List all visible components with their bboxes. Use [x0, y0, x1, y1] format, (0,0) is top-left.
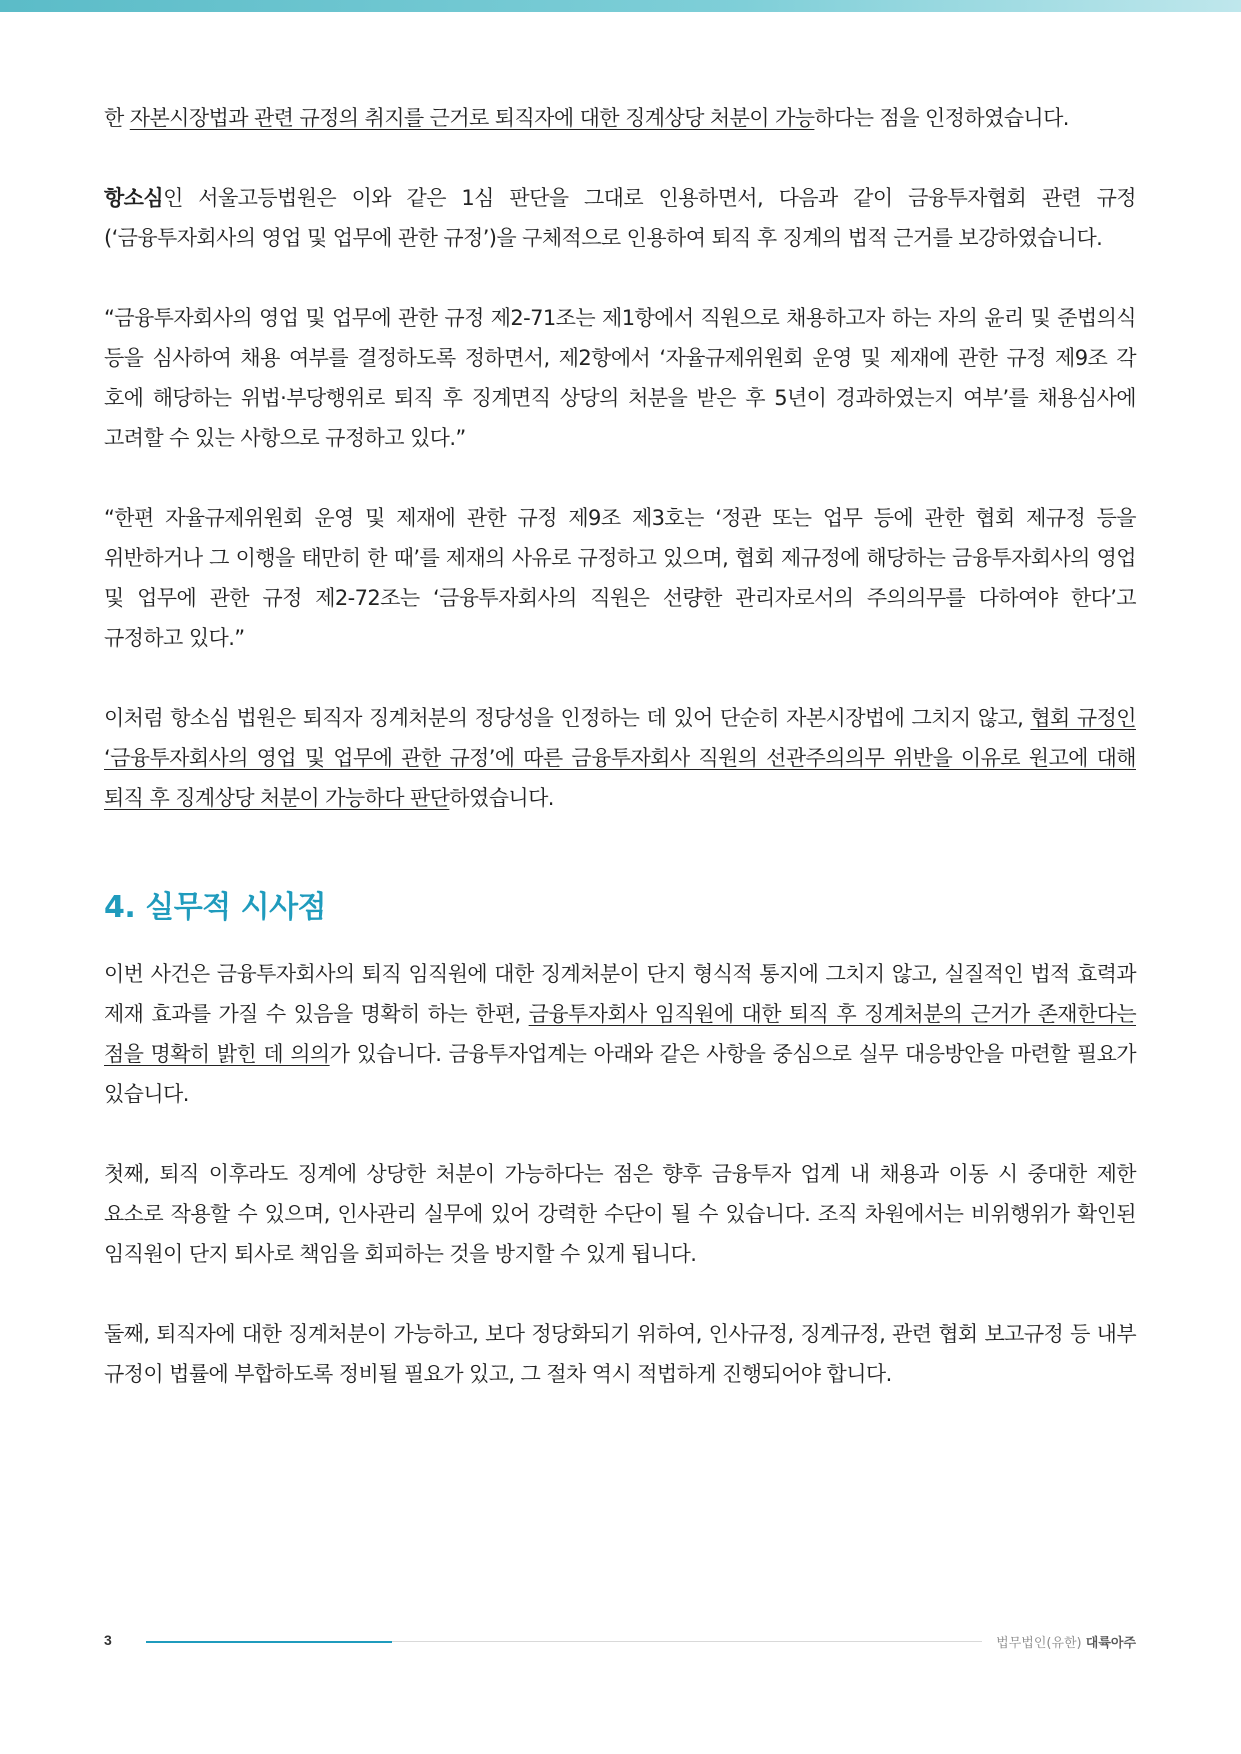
- document-body: [104, 98, 1136, 1434]
- paragraph-6: [104, 954, 1136, 1114]
- p2-bold: 항소심: [104, 186, 164, 210]
- p6-underlined: 금융투자회사 임직원에 대한 퇴직 후 징계처분의 근거가 존재한다는 점을 명확히 밝힌 데 의의: [104, 1002, 1137, 1066]
- p5-text-a: 이처럼 항소심 법원은 퇴직자 징계처분의 정당성을 인정하는 데 있어 단순히 자본시장법에 그치지 않고,: [104, 706, 1031, 730]
- p6-text-a: 이번 사건은 금융투자회사의 퇴직 임직원에 대한 징계처분이 단지 형식적 통지에 그치지 않고, 실질적인 법적 효력과 제재 효과를 가질 수 있음을 명확히 하는 한편,: [104, 962, 1136, 1026]
- p1-text-a: 한: [104, 106, 130, 130]
- top-accent-bar: [0, 0, 1241, 12]
- p1-text-b: 하다는 점을 인정하였습니다.: [814, 106, 1069, 130]
- paragraph-4-quote: “한편 자율규제위원회 운영 및 제재에 관한 규정 제9조 제3호는 ‘정관 또는 업무 등에 관한 협회 제규정 등을 위반하거나 그 이행을 태만히 한 때’를 제재의 사유로 규정하고 있으며, 협회 제규정에 해당하는 금융투자회사의 영업 및 업무에 관한 규정 제2-72조는 ‘금융투자회사의 직원은 선량한 관리자로서의 주의의무를 다하여야 한다’고 규정하고 있다.”: [104, 506, 1136, 650]
- firm-name: [996, 1632, 1136, 1651]
- p5-underlined: 협회 규정인 ‘금융투자회사의 영업 및 업무에 관한 규정’에 따른 금융투자회사 직원의 선관주의의무 위반을 이유로 원고에 대해 퇴직 후 징계상당 처분이 가능하다 판단: [104, 706, 1136, 810]
- paragraph-2: [104, 178, 1136, 258]
- p5-text-b: 하였습니다.: [449, 786, 554, 810]
- p2-text: 인 서울고등법원은 이와 같은 1심 판단을 그대로 인용하면서, 다음과 같이 금융투자협회 관련 규정(‘금융투자회사의 영업 및 업무에 관한 규정’)을 구체적으로 인용하여 퇴직 후 징계의 법적 근거를 보강하였습니다.: [104, 186, 1136, 250]
- footer-divider-line: [392, 1641, 982, 1642]
- paragraph-8: 둘째, 퇴직자에 대한 징계처분이 가능하고, 보다 정당화되기 위하여, 인사규정, 징계규정, 관련 협회 보고규정 등 내부 규정이 법률에 부합하도록 정비될 필요가 있고, 그 절차 역시 적법하게 진행되어야 합니다.: [104, 1322, 1136, 1386]
- paragraph-1: [104, 98, 1136, 138]
- p1-underlined: 자본시장법과 관련 규정의 취지를 근거로 퇴직자에 대한 징계상당 처분이 가능: [129, 106, 815, 130]
- paragraph-5: [104, 698, 1136, 818]
- footer-accent-line: [146, 1641, 392, 1643]
- page-footer: [104, 1632, 1136, 1656]
- p6-text-b: 가 있습니다. 금융투자업계는 아래와 같은 사항을 중심으로 실무 대응방안을 마련할 필요가 있습니다.: [104, 1042, 1136, 1106]
- paragraph-3-quote: “금융투자회사의 영업 및 업무에 관한 규정 제2-71조는 제1항에서 직원으로 채용하고자 하는 자의 윤리 및 준법의식 등을 심사하여 채용 여부를 결정하도록 정하면서, 제2항에서 ‘자율규제위원회 운영 및 제재에 관한 규정 제9조 각 호에 해당하는 위법·부당행위로 퇴직 후 징계면직 상당의 처분을 받은 후 5년이 경과하였는지 여부’를 채용심사에 고려할 수 있는 사항으로 규정하고 있다.”: [104, 306, 1136, 450]
- section-heading: 4. 실무적 시사점: [104, 890, 327, 925]
- firm-prefix: 법무법인(유한): [996, 1636, 1086, 1651]
- firm-brand: 대륙아주: [1085, 1636, 1136, 1651]
- page-number: 3: [104, 1632, 112, 1648]
- paragraph-7: 첫째, 퇴직 이후라도 징계에 상당한 처분이 가능하다는 점은 향후 금융투자 업계 내 채용과 이동 시 중대한 제한 요소로 작용할 수 있으며, 인사관리 실무에 있어 강력한 수단이 될 수 있습니다. 조직 차원에서는 비위행위가 확인된 임직원이 단지 퇴사로 책임을 회피하는 것을 방지할 수 있게 됩니다.: [104, 1162, 1136, 1266]
